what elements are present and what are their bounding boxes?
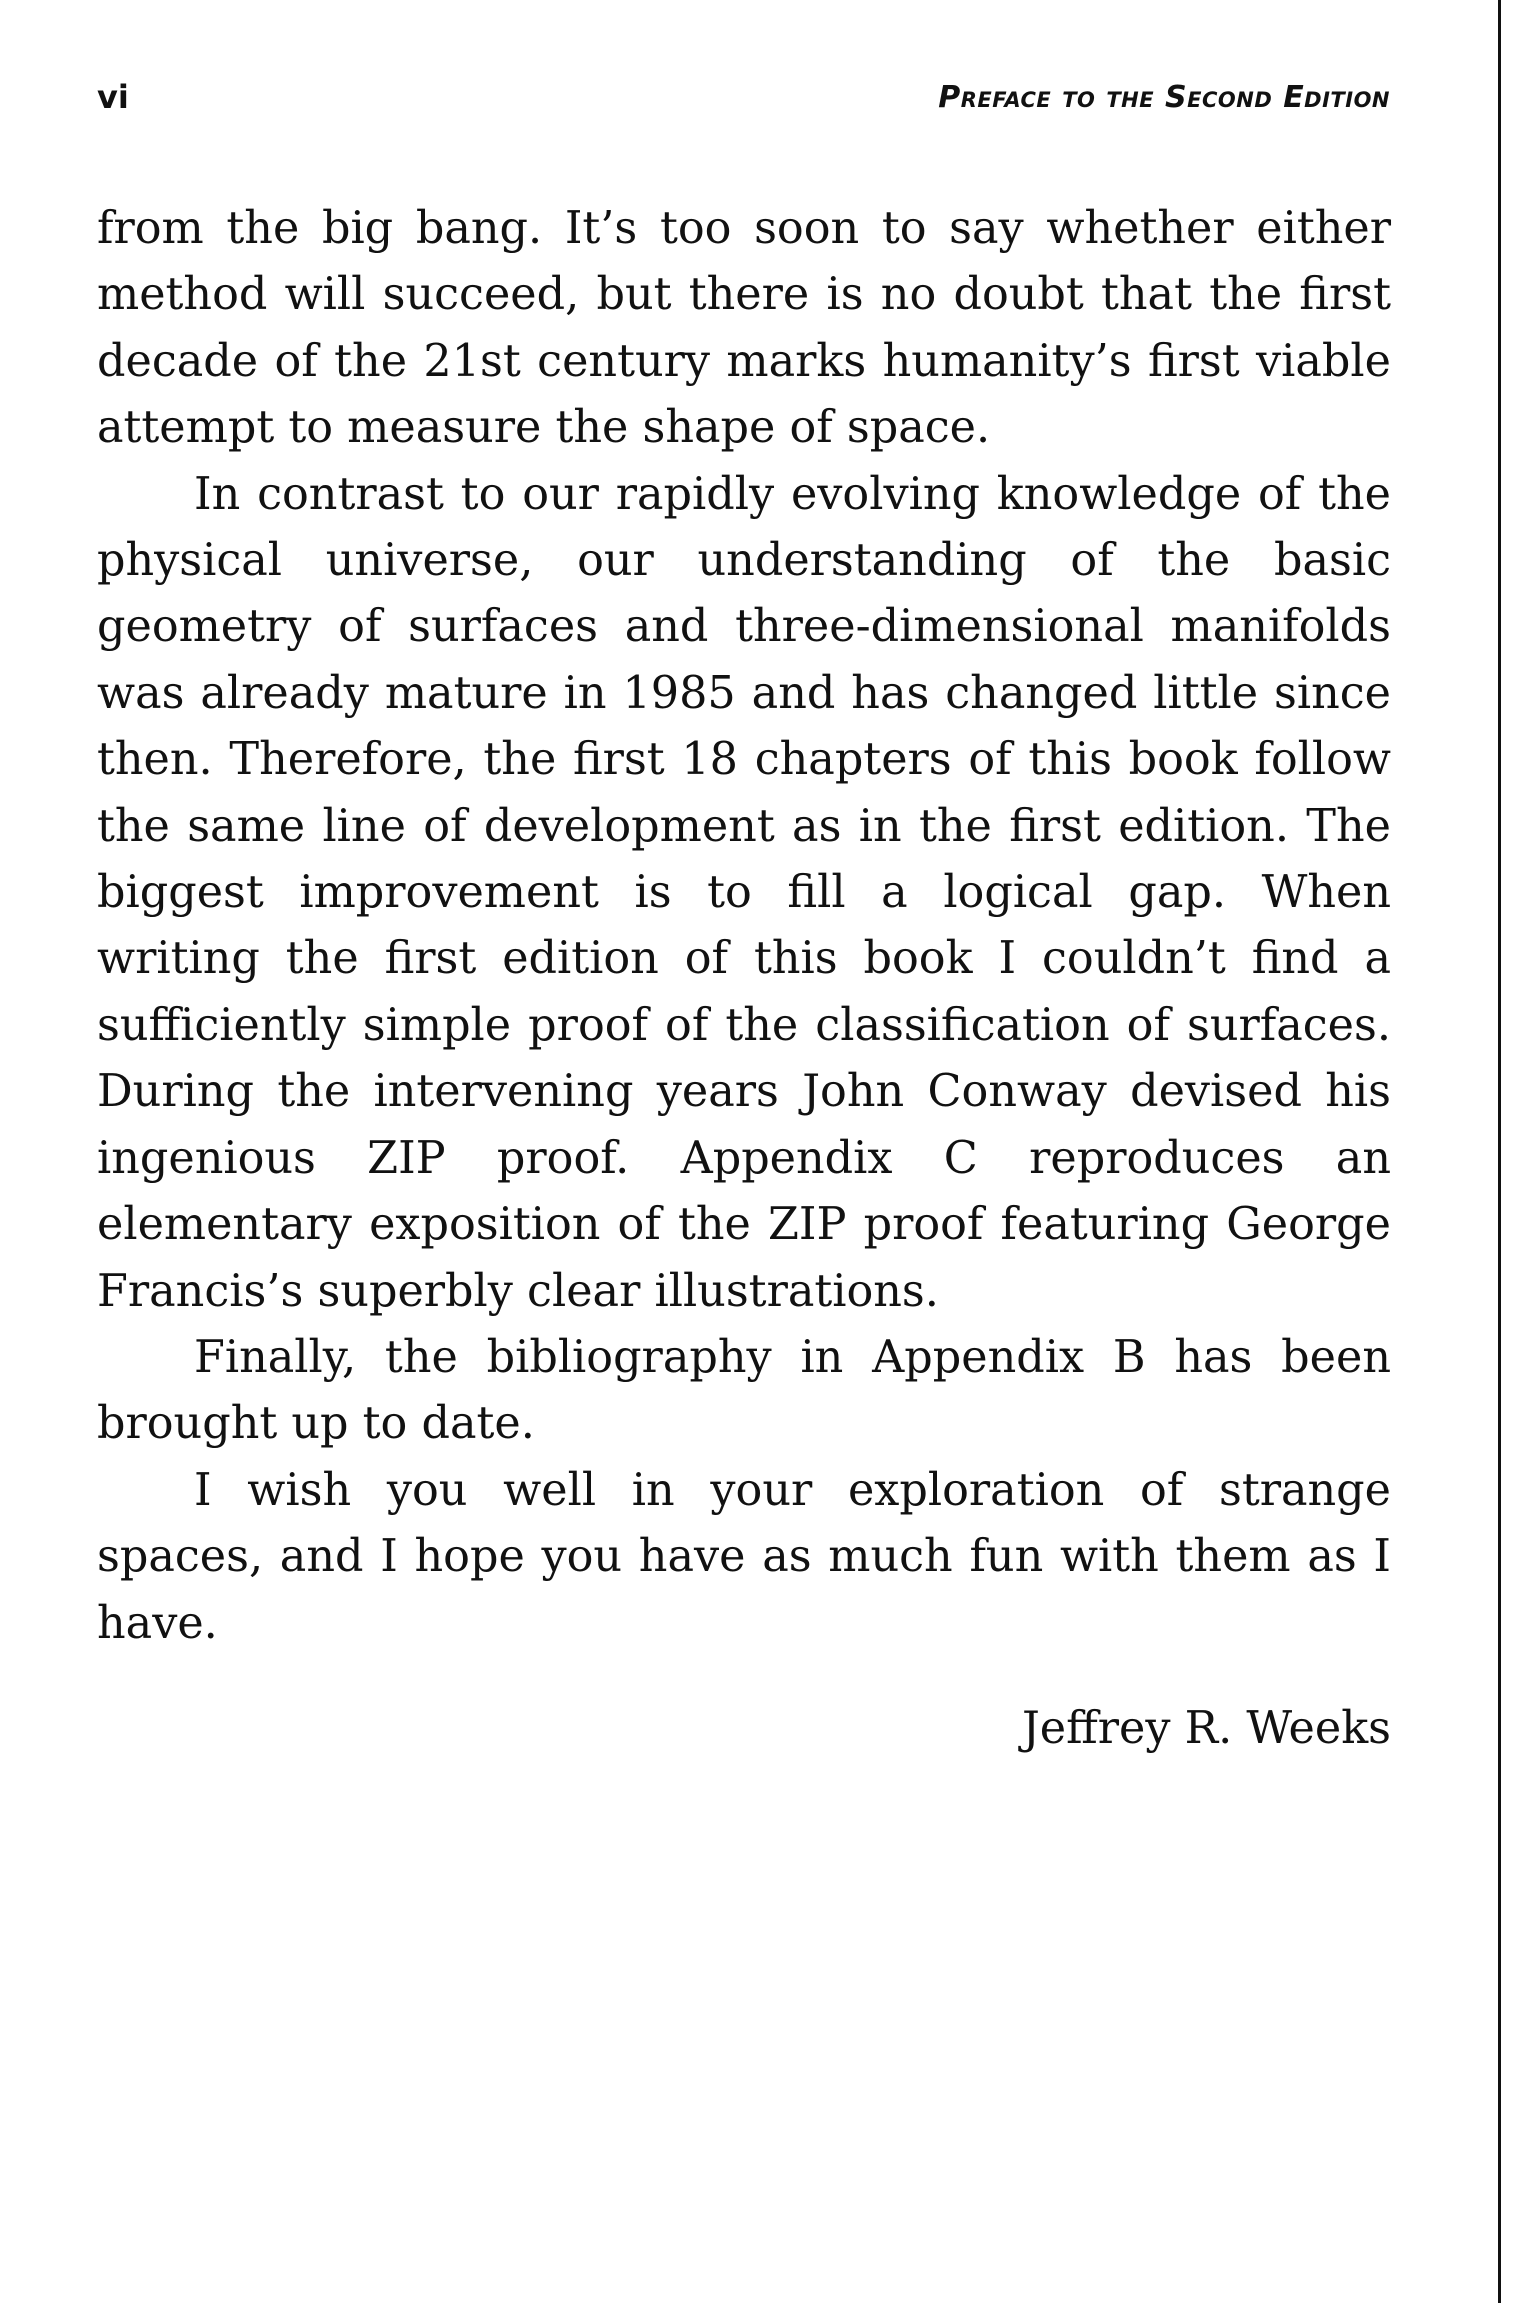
page-edge-rule: [1498, 0, 1501, 2303]
running-head: [97, 78, 1390, 128]
paragraph-contrast: In contrast to our rapidly evolving knowledge of the physical universe, our understanding of the basic geometry of surfaces and three-dimensional manifolds was already mature in 1985 and has changed little since then. Therefore, the first 18 chapters of this book follow the same line of development as in the first edition. The biggest improvement is to fill a logical gap. When writing the first edition of this book I couldn’t find a sufficiently simple proof of the classification of surfaces. During the intervening years John Conway devised his ingenious ZIP proof. Appendix C reproduces an elementary exposition of the ZIP proof featuring George Francis’s superbly clear illustrations.: [97, 468, 1391, 1317]
paragraph-continuation: from the big bang. It’s too soon to say whether either method will succeed, but there is no doubt that the first decade of the 21st century marks humanity’s first viable attempt to measure the shape of space.: [97, 203, 1391, 454]
author-signature: Jeffrey R. Weeks: [1021, 1703, 1391, 1754]
paragraph-closing: I wish you well in your exploration of strange spaces, and I hope you have as much fun with them as I have.: [97, 1464, 1391, 1649]
paragraph-bibliography: Finally, the bibliography in Appendix B has been brought up to date.: [97, 1331, 1391, 1450]
running-title: Preface to the Second Edition: [938, 80, 1390, 115]
page-number: vi: [97, 78, 129, 116]
preface-body: [97, 196, 1391, 1657]
